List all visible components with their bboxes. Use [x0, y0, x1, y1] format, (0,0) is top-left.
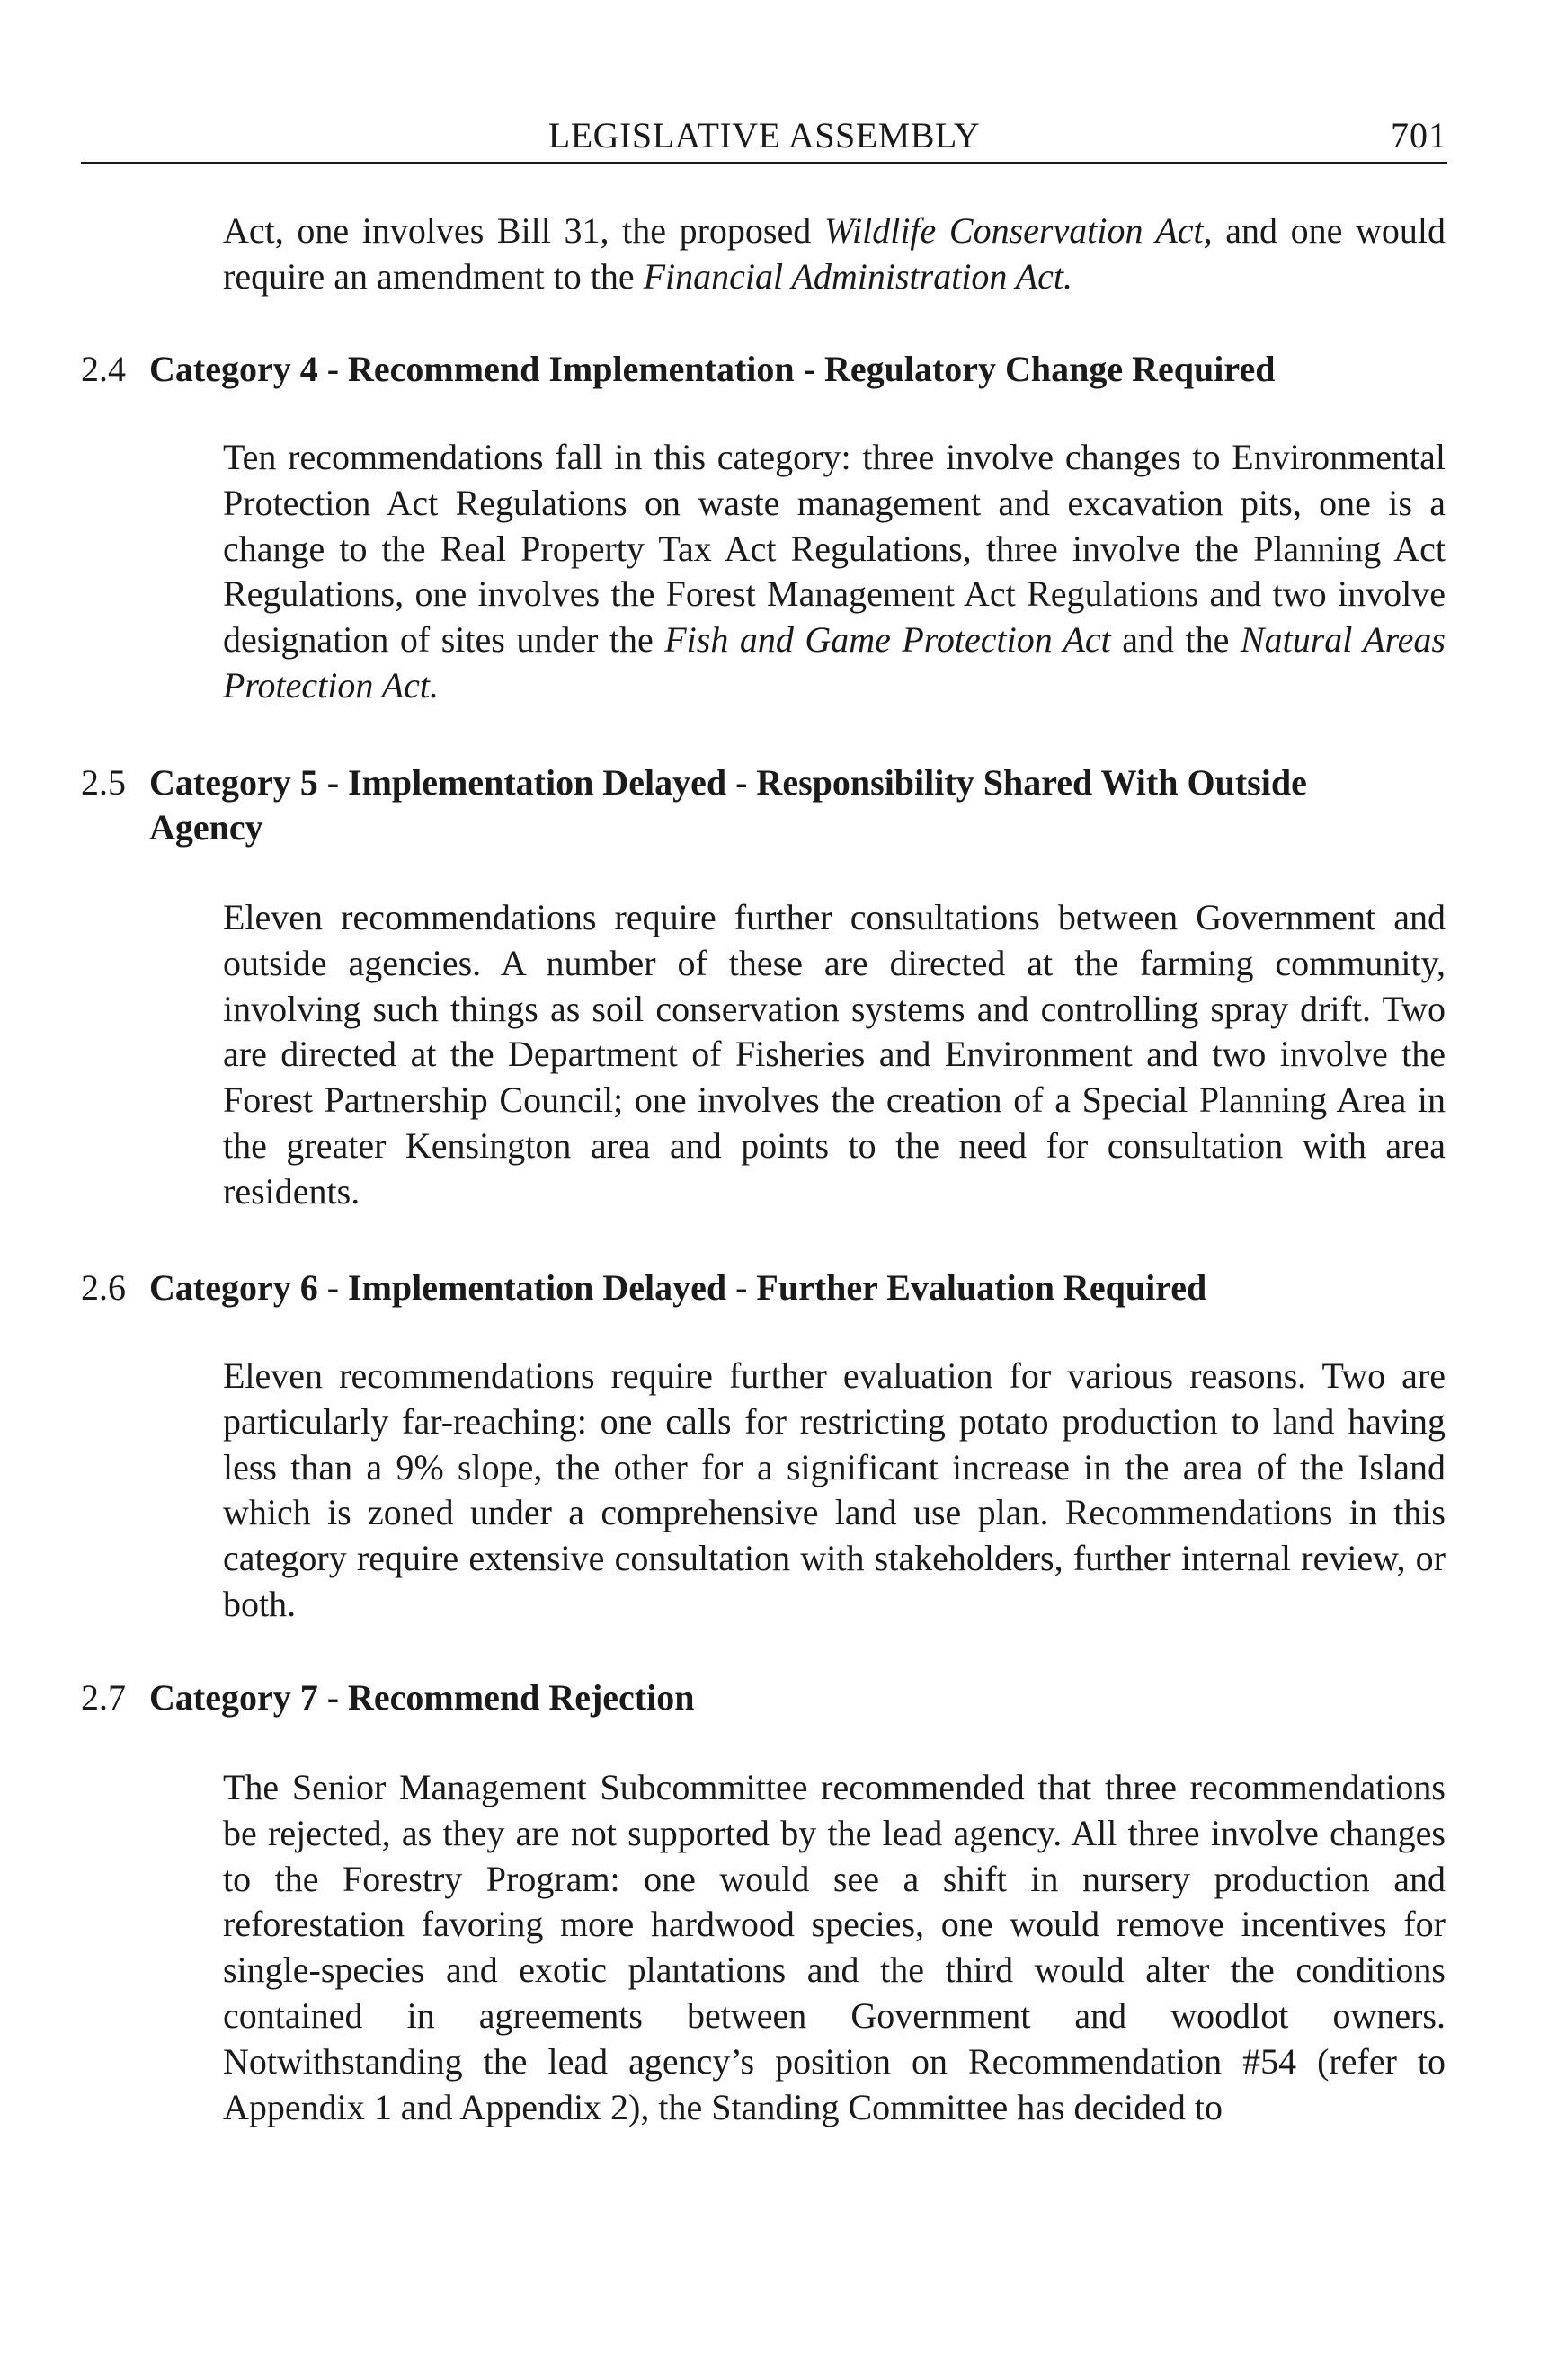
section-heading-2-7 [81, 1675, 1452, 1720]
page-header [81, 110, 1447, 164]
section-2-6-paragraph: Eleven recommendations require further evaluation for various reasons. Two are particularly far-reaching: one calls for restricting potato production to land having less than a 9% slope, the other for a significant increase in the area of the Island which is zoned under a comprehensive land use plan. Recommendations in this category require extensive consultation with stakeholders, further internal review, or both. [223, 1355, 1446, 1624]
section-number: 2.7 [81, 1677, 126, 1718]
section-2-4-text-1: Ten recommendations fall in this category: three involve changes to Environmental Protection Act Regulations on waste management and excavation pits, one is a change to the Real Property Tax Act Regulations, three involve the Planning Act Regulations, one involves the Forest Management Act Regulations and two involve designation of sites under the [223, 437, 1446, 661]
section-2-4-italic-2: Natural Areas Protection Act. [223, 619, 1446, 706]
page-number: 701 [1391, 115, 1447, 155]
section-number: 2.4 [81, 349, 126, 389]
section-heading-2-4 [81, 347, 1452, 392]
section-2-4-italic-1: Fish and Game Protection Act [664, 619, 1111, 661]
section-title-line-2: Agency [149, 807, 263, 848]
section-title: Category 4 - Recommend Implementation - Regulatory Change Required [149, 349, 1276, 389]
section-heading-2-5 [81, 760, 1452, 850]
section-2-4-paragraph [223, 435, 1446, 709]
section-title: Category 6 - Implementation Delayed - Further Evaluation Required [149, 1267, 1207, 1308]
section-2-4-text-2: and the [1110, 619, 1241, 661]
intro-paragraph [223, 209, 1446, 300]
section-heading-2-6 [81, 1265, 1452, 1310]
intro-italic-1: Wildlife Conservation Act, [823, 210, 1213, 251]
intro-italic-2: Financial Administration Act. [643, 255, 1073, 297]
section-2-7-paragraph: The Senior Management Subcommittee recommended that three recommendations be rejected, as they are not supported by the lead agency. All three involve changes to the Forestry Program: one would see a shift in nursery production and reforestation favoring more hardwood species, one would remove incentives for single-species and exotic plantations and the third would alter the conditions contained in agreements between Government and woodlot owners. Notwithstanding the lead agency’s position on Recommendation #54 (refer to Appendix 1 and Appendix 2), the Standing Committee has decided to [223, 1767, 1446, 2127]
running-title: LEGISLATIVE ASSEMBLY [547, 115, 981, 155]
section-number: 2.5 [81, 762, 126, 803]
section-number: 2.6 [81, 1267, 126, 1308]
section-2-5-paragraph: Eleven recommendations require further consultations between Government and outside agencies. A number of these are directed at the farming community, involving such things as soil conservation systems and controlling spray drift. Two are directed at the Department of Fisheries and Environment and two involve the Forest Partnership Council; one involves the creation of a Special Planning Area in the greater Kensington area and points to the need for consultation with area residents. [223, 897, 1446, 1212]
section-title: Category 7 - Recommend Rejection [149, 1677, 695, 1718]
intro-text-1: Act, one involves Bill 31, the proposed [223, 210, 824, 251]
section-title-line-1: Category 5 - Implementation Delayed - Responsibility Shared With Outside [149, 762, 1307, 803]
intro-text-2: and one would require an amendment to the [223, 210, 1446, 297]
